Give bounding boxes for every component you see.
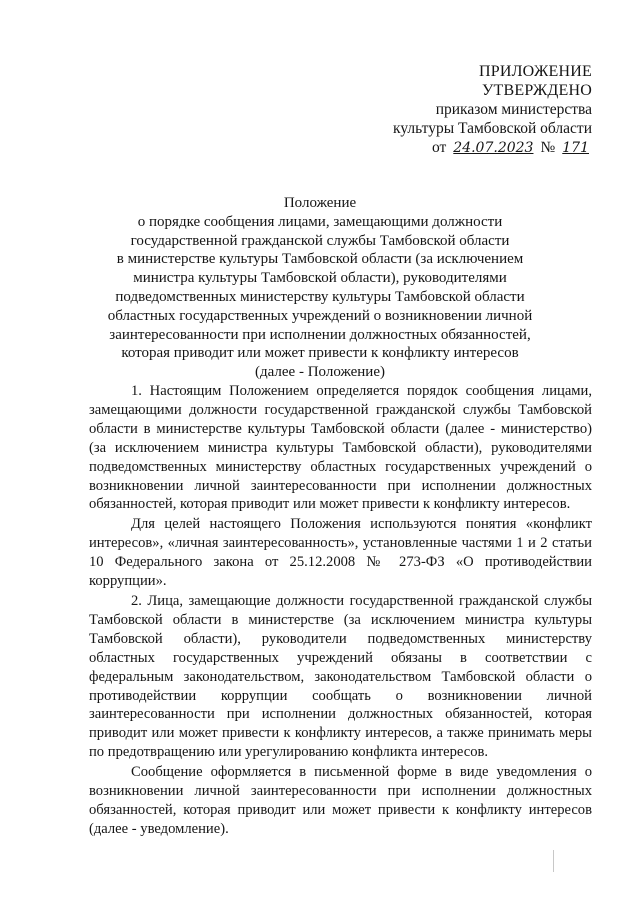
paragraph-1: 1. Настоящим Положением определяется порядок сообщения лицами, замещающими должности государственной гражданской службы Тамбовской области в министерстве культуры Тамбовской области (далее - министерство) (за исключением министра культуры Тамбовской области), руководителями подведомственных министерству областных государственных учреждений о возникновении личной заинтересованности при исполнении должностных обязанностей, которая приводит или может привести к конфликту интересов. (89, 383, 592, 513)
paragraph-2: 2. Лица, замещающие должности государственной гражданской службы Тамбовской области в министерстве (за исключением министра культуры Тамбовской области), руководители подведомственных министерству областных государственных учреждений обязаны в соответствии с федеральным законодательством, законодательством Тамбовской области о противодействии коррупции сообщать о возникновении личной заинтересованности при исполнении должностных обязанностей, которая приводит или может привести к конфликту интересов, а также принимать меры по предотвращению или урегулированию конфликта интересов. (89, 592, 592, 761)
handwritten-number: 171 (562, 140, 589, 156)
title-line: о порядке сообщения лицами, замещающими должности (137, 213, 503, 230)
title-line: в министерстве культуры Тамбовской области (за исключением (116, 251, 524, 268)
title-line: (далее - Положение) (255, 364, 385, 381)
order-label: приказом министерства (435, 101, 592, 118)
appendix-label: ПРИЛОЖЕНИЕ (478, 63, 592, 80)
ministry-label: культуры Тамбовской области (393, 120, 592, 137)
paragraph-notification: Сообщение оформляется в письменной форме в виде уведомления о возникновении личной заинтересованности при исполнении должностных обязанностей, которая приводит или может привести к конфликту интересов (далее - уведомление). (89, 764, 592, 837)
document-title (0, 194, 640, 382)
number-prefix: № (540, 139, 556, 156)
document-body (89, 382, 592, 839)
title-line: областных государственных учреждений о возникновении личной (107, 307, 533, 324)
handwritten-date: 24.07.2023 (453, 140, 534, 156)
paragraph-definitions: Для целей настоящего Положения используются понятия «конфликт интересов», «личная заинтересованность», установленные частями 1 и 2 статьи 10 Федерального закона от 25.12.2008 № 273-ФЗ «О противодействии коррупции». (89, 516, 592, 590)
title-line: заинтересованности при исполнении должностных обязанностей, (109, 326, 531, 343)
date-prefix: от (431, 139, 447, 156)
order-date-line (393, 138, 592, 158)
title-line: министра культуры Тамбовской области), руководителями (133, 270, 507, 287)
title-line: Положение (283, 195, 357, 211)
scan-artifact (553, 850, 554, 872)
title-line: государственной гражданской службы Тамбовской области (130, 232, 510, 249)
title-line: которая приводит или может привести к конфликту интересов (121, 345, 519, 362)
approval-header (393, 62, 592, 158)
approved-label: УТВЕРЖДЕНО (481, 82, 592, 99)
title-line: подведомственных министерству культуры Тамбовской области (115, 288, 525, 305)
